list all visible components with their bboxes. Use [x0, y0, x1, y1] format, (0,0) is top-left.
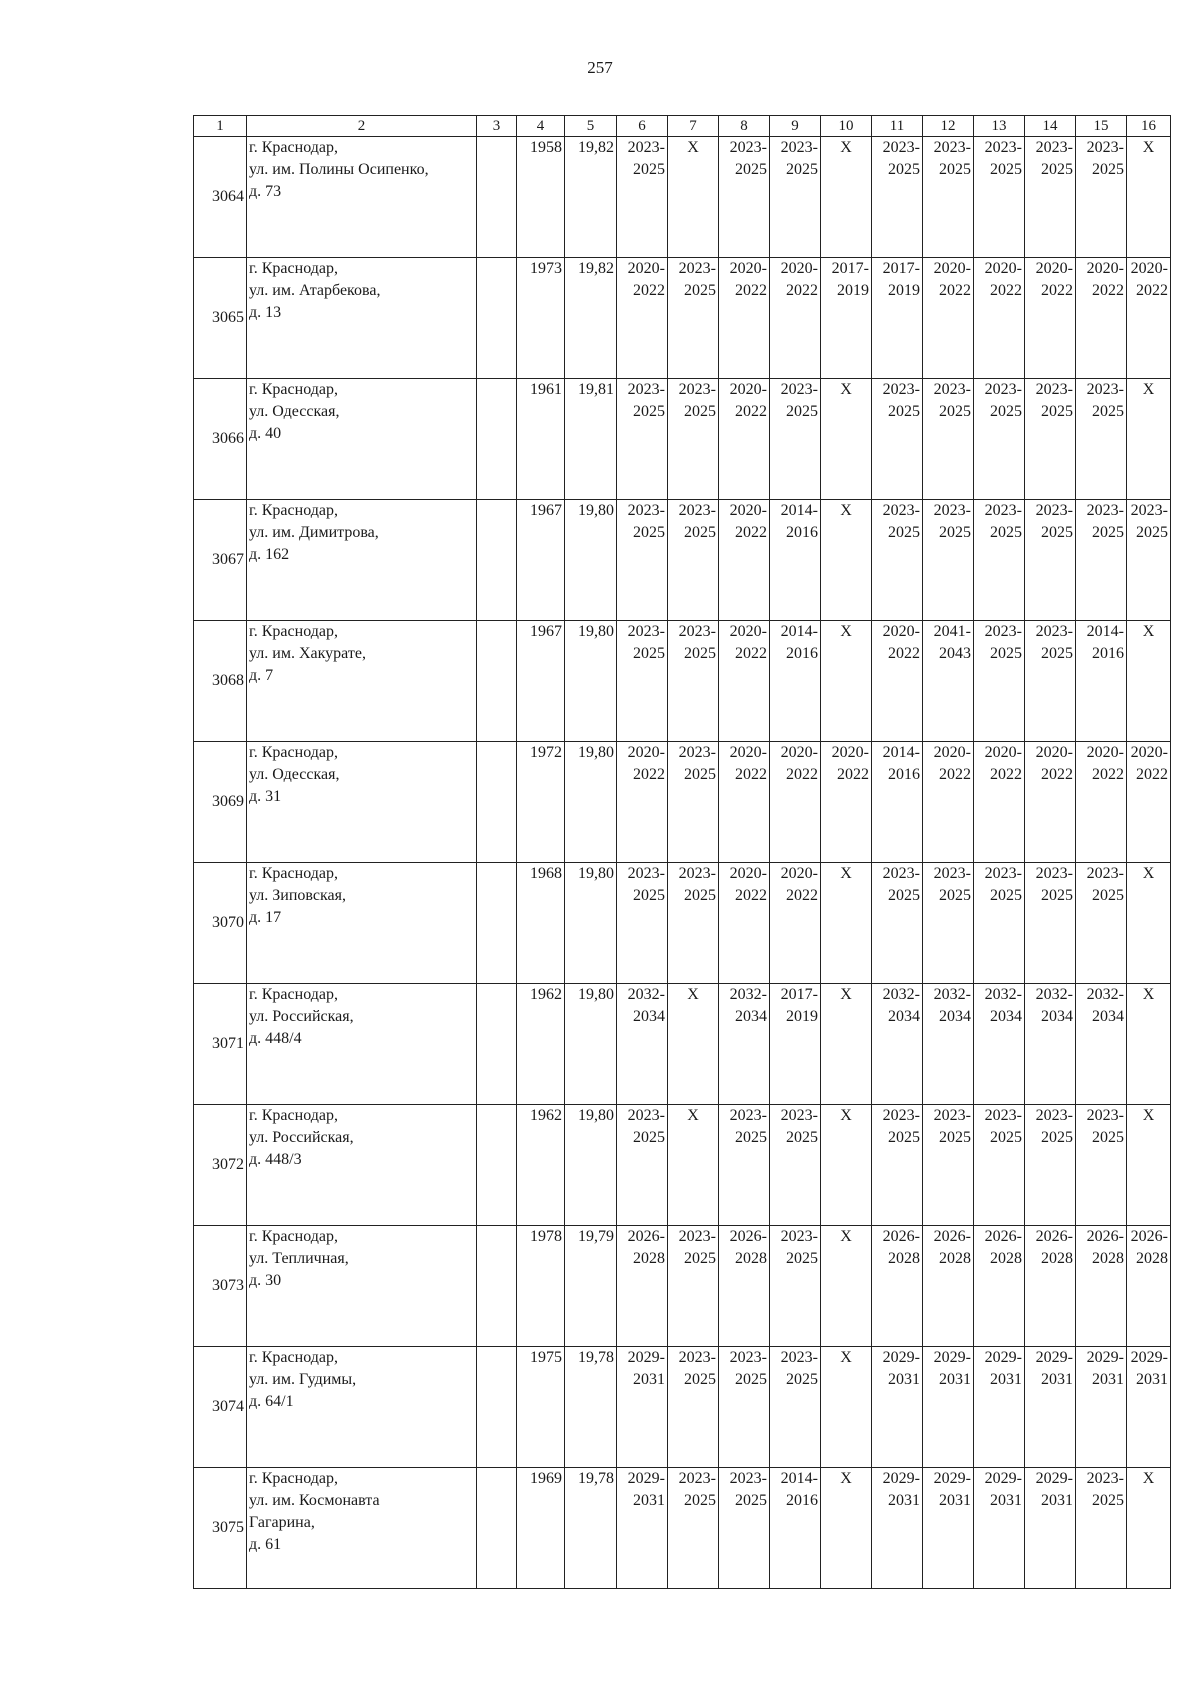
- period-cell: Х: [821, 1226, 872, 1347]
- period-cell: 2023- 2025: [974, 137, 1025, 258]
- address-cell: г. Краснодар, ул. Российская, д. 448/4: [247, 984, 477, 1105]
- period-cell: Х: [1127, 863, 1171, 984]
- period-cell: 2020- 2022: [770, 258, 821, 379]
- column-number-15: 15: [1076, 116, 1127, 137]
- address-cell: г. Краснодар, ул. Тепличная, д. 30: [247, 1226, 477, 1347]
- period-cell: 2032- 2034: [872, 984, 923, 1105]
- column-number-10: 10: [821, 116, 872, 137]
- build-year-cell: 1967: [517, 500, 565, 621]
- period-cell: 2023- 2025: [617, 621, 668, 742]
- build-year-cell: 1975: [517, 1347, 565, 1468]
- column-3-cell: [477, 258, 517, 379]
- period-cell: 2023- 2025: [1025, 1105, 1076, 1226]
- column-3-cell: [477, 1226, 517, 1347]
- build-year-cell: 1961: [517, 379, 565, 500]
- table-row: [194, 984, 1171, 1105]
- period-cell: 2014- 2016: [770, 500, 821, 621]
- period-cell: 2023- 2025: [617, 379, 668, 500]
- period-cell: 2023- 2025: [668, 258, 719, 379]
- period-cell: Х: [821, 1105, 872, 1226]
- period-cell: 2029- 2031: [872, 1347, 923, 1468]
- period-cell: 2023- 2025: [872, 379, 923, 500]
- row-number-cell: 3072: [194, 1105, 247, 1226]
- row-number-cell: 3069: [194, 742, 247, 863]
- period-cell: 2029- 2031: [923, 1468, 974, 1589]
- period-cell: 2017- 2019: [770, 984, 821, 1105]
- period-cell: 2023- 2025: [668, 742, 719, 863]
- housing-register-table: [193, 115, 1171, 1589]
- column-number-11: 11: [872, 116, 923, 137]
- period-cell: Х: [821, 379, 872, 500]
- period-cell: 2026- 2028: [1127, 1226, 1171, 1347]
- period-cell: 2023- 2025: [1025, 500, 1076, 621]
- row-number-cell: 3064: [194, 137, 247, 258]
- address-cell: г. Краснодар, ул. Зиповская, д. 17: [247, 863, 477, 984]
- period-cell: 2026- 2028: [872, 1226, 923, 1347]
- address-cell: г. Краснодар, ул. Одесская, д. 40: [247, 379, 477, 500]
- period-cell: 2023- 2025: [1076, 863, 1127, 984]
- address-cell: г. Краснодар, ул. им. Димитрова, д. 162: [247, 500, 477, 621]
- period-cell: Х: [821, 1347, 872, 1468]
- column-number-8: 8: [719, 116, 770, 137]
- table-row: [194, 500, 1171, 621]
- column-3-cell: [477, 621, 517, 742]
- period-cell: 2023- 2025: [1025, 379, 1076, 500]
- period-cell: 2023- 2025: [668, 500, 719, 621]
- row-number-cell: 3071: [194, 984, 247, 1105]
- build-year-cell: 1962: [517, 1105, 565, 1226]
- wear-cell: 19,81: [565, 379, 617, 500]
- table-row: [194, 1347, 1171, 1468]
- period-cell: 2017- 2019: [872, 258, 923, 379]
- period-cell: 2023- 2025: [617, 863, 668, 984]
- address-cell: г. Краснодар, ул. им. Гудимы, д. 64/1: [247, 1347, 477, 1468]
- period-cell: Х: [668, 137, 719, 258]
- period-cell: 2023- 2025: [770, 379, 821, 500]
- row-number-cell: 3070: [194, 863, 247, 984]
- period-cell: 2023- 2025: [770, 1105, 821, 1226]
- row-number-cell: 3065: [194, 258, 247, 379]
- table-row: [194, 1226, 1171, 1347]
- row-number-cell: 3066: [194, 379, 247, 500]
- period-cell: 2023- 2025: [617, 1105, 668, 1226]
- period-cell: 2023- 2025: [974, 1105, 1025, 1226]
- period-cell: 2023- 2025: [1076, 1468, 1127, 1589]
- period-cell: 2023- 2025: [1076, 1105, 1127, 1226]
- row-number-cell: 3073: [194, 1226, 247, 1347]
- period-cell: Х: [821, 500, 872, 621]
- period-cell: 2020- 2022: [1127, 742, 1171, 863]
- wear-cell: 19,80: [565, 500, 617, 621]
- column-number-row: [194, 116, 1171, 137]
- column-number-4: 4: [517, 116, 565, 137]
- wear-cell: 19,80: [565, 984, 617, 1105]
- period-cell: 2020- 2022: [974, 258, 1025, 379]
- period-cell: Х: [668, 984, 719, 1105]
- period-cell: 2029- 2031: [923, 1347, 974, 1468]
- period-cell: 2020- 2022: [1025, 742, 1076, 863]
- address-cell: г. Краснодар, ул. им. Хакурате, д. 7: [247, 621, 477, 742]
- period-cell: 2023- 2025: [974, 863, 1025, 984]
- period-cell: 2023- 2025: [668, 1468, 719, 1589]
- address-cell: г. Краснодар, ул. им. Космонавта Гагарина, д. 61: [247, 1468, 477, 1589]
- period-cell: 2023- 2025: [923, 1105, 974, 1226]
- period-cell: 2023- 2025: [872, 863, 923, 984]
- period-cell: 2023- 2025: [872, 137, 923, 258]
- period-cell: 2023- 2025: [1076, 379, 1127, 500]
- period-cell: 2026- 2028: [1076, 1226, 1127, 1347]
- period-cell: 2026- 2028: [974, 1226, 1025, 1347]
- page-number: 257: [587, 58, 613, 77]
- period-cell: 2023- 2025: [974, 621, 1025, 742]
- period-cell: 2023- 2025: [617, 137, 668, 258]
- period-cell: 2023- 2025: [668, 621, 719, 742]
- period-cell: 2023- 2025: [1076, 137, 1127, 258]
- period-cell: 2026- 2028: [617, 1226, 668, 1347]
- build-year-cell: 1972: [517, 742, 565, 863]
- table-row: [194, 742, 1171, 863]
- column-number-12: 12: [923, 116, 974, 137]
- period-cell: 2023- 2025: [719, 137, 770, 258]
- column-3-cell: [477, 137, 517, 258]
- column-number-13: 13: [974, 116, 1025, 137]
- table-row: [194, 379, 1171, 500]
- period-cell: 2023- 2025: [719, 1468, 770, 1589]
- column-3-cell: [477, 742, 517, 863]
- period-cell: Х: [1127, 137, 1171, 258]
- period-cell: 2029- 2031: [974, 1468, 1025, 1589]
- period-cell: 2023- 2025: [872, 1105, 923, 1226]
- build-year-cell: 1978: [517, 1226, 565, 1347]
- table-row: [194, 621, 1171, 742]
- period-cell: 2020- 2022: [617, 742, 668, 863]
- period-cell: 2032- 2034: [617, 984, 668, 1105]
- period-cell: Х: [821, 863, 872, 984]
- table-row: [194, 863, 1171, 984]
- period-cell: 2023- 2025: [923, 379, 974, 500]
- period-cell: 2020- 2022: [872, 621, 923, 742]
- address-cell: г. Краснодар, ул. Российская, д. 448/3: [247, 1105, 477, 1226]
- period-cell: 2023- 2025: [1127, 500, 1171, 621]
- period-cell: 2020- 2022: [719, 863, 770, 984]
- wear-cell: 19,79: [565, 1226, 617, 1347]
- period-cell: 2017- 2019: [821, 258, 872, 379]
- period-cell: 2023- 2025: [923, 137, 974, 258]
- period-cell: 2014- 2016: [770, 1468, 821, 1589]
- period-cell: 2023- 2025: [719, 1347, 770, 1468]
- period-cell: 2020- 2022: [1127, 258, 1171, 379]
- period-cell: Х: [1127, 984, 1171, 1105]
- build-year-cell: 1968: [517, 863, 565, 984]
- period-cell: 2023- 2025: [1025, 137, 1076, 258]
- period-cell: 2029- 2031: [617, 1468, 668, 1589]
- wear-cell: 19,80: [565, 621, 617, 742]
- period-cell: 2023- 2025: [872, 500, 923, 621]
- period-cell: 2023- 2025: [923, 500, 974, 621]
- period-cell: 2029- 2031: [974, 1347, 1025, 1468]
- column-3-cell: [477, 379, 517, 500]
- period-cell: 2023- 2025: [1076, 500, 1127, 621]
- period-cell: 2020- 2022: [1076, 258, 1127, 379]
- period-cell: Х: [1127, 621, 1171, 742]
- column-3-cell: [477, 1105, 517, 1226]
- period-cell: 2023- 2025: [668, 379, 719, 500]
- period-cell: 2032- 2034: [1076, 984, 1127, 1105]
- table-row: [194, 137, 1171, 258]
- period-cell: 2032- 2034: [923, 984, 974, 1105]
- period-cell: 2020- 2022: [1025, 258, 1076, 379]
- period-cell: 2023- 2025: [668, 863, 719, 984]
- period-cell: Х: [1127, 1105, 1171, 1226]
- column-3-cell: [477, 863, 517, 984]
- period-cell: 2020- 2022: [719, 621, 770, 742]
- build-year-cell: 1973: [517, 258, 565, 379]
- table-row: [194, 1105, 1171, 1226]
- period-cell: 2020- 2022: [770, 742, 821, 863]
- wear-cell: 19,78: [565, 1468, 617, 1589]
- column-number-9: 9: [770, 116, 821, 137]
- period-cell: 2020- 2022: [719, 500, 770, 621]
- period-cell: 2023- 2025: [770, 1347, 821, 1468]
- period-cell: Х: [668, 1105, 719, 1226]
- period-cell: 2026- 2028: [923, 1226, 974, 1347]
- period-cell: 2014- 2016: [770, 621, 821, 742]
- period-cell: 2020- 2022: [770, 863, 821, 984]
- period-cell: 2023- 2025: [668, 1226, 719, 1347]
- address-cell: г. Краснодар, ул. им. Полины Осипенко, д. 73: [247, 137, 477, 258]
- build-year-cell: 1969: [517, 1468, 565, 1589]
- column-3-cell: [477, 1347, 517, 1468]
- column-number-7: 7: [668, 116, 719, 137]
- period-cell: 2032- 2034: [719, 984, 770, 1105]
- build-year-cell: 1962: [517, 984, 565, 1105]
- row-number-cell: 3068: [194, 621, 247, 742]
- build-year-cell: 1967: [517, 621, 565, 742]
- period-cell: 2023- 2025: [668, 1347, 719, 1468]
- period-cell: 2020- 2022: [1076, 742, 1127, 863]
- period-cell: 2023- 2025: [1025, 621, 1076, 742]
- period-cell: 2026- 2028: [1025, 1226, 1076, 1347]
- period-cell: Х: [1127, 1468, 1171, 1589]
- column-3-cell: [477, 500, 517, 621]
- period-cell: 2014- 2016: [1076, 621, 1127, 742]
- period-cell: 2023- 2025: [974, 379, 1025, 500]
- period-cell: 2029- 2031: [1076, 1347, 1127, 1468]
- period-cell: 2032- 2034: [974, 984, 1025, 1105]
- period-cell: 2029- 2031: [617, 1347, 668, 1468]
- period-cell: Х: [821, 137, 872, 258]
- period-cell: 2020- 2022: [617, 258, 668, 379]
- period-cell: 2020- 2022: [923, 742, 974, 863]
- period-cell: 2029- 2031: [1127, 1347, 1171, 1468]
- address-cell: г. Краснодар, ул. Одесская, д. 31: [247, 742, 477, 863]
- period-cell: 2020- 2022: [821, 742, 872, 863]
- period-cell: 2020- 2022: [974, 742, 1025, 863]
- period-cell: 2023- 2025: [923, 863, 974, 984]
- period-cell: 2029- 2031: [872, 1468, 923, 1589]
- period-cell: 2029- 2031: [1025, 1347, 1076, 1468]
- table-row: [194, 1468, 1171, 1589]
- period-cell: 2023- 2025: [617, 500, 668, 621]
- period-cell: 2020- 2022: [719, 258, 770, 379]
- period-cell: 2014- 2016: [872, 742, 923, 863]
- table-row: [194, 258, 1171, 379]
- wear-cell: 19,80: [565, 1105, 617, 1226]
- column-number-3: 3: [477, 116, 517, 137]
- wear-cell: 19,80: [565, 742, 617, 863]
- period-cell: 2023- 2025: [770, 137, 821, 258]
- period-cell: 2020- 2022: [719, 742, 770, 863]
- wear-cell: 19,78: [565, 1347, 617, 1468]
- build-year-cell: 1958: [517, 137, 565, 258]
- column-number-16: 16: [1127, 116, 1171, 137]
- column-number-1: 1: [194, 116, 247, 137]
- column-number-14: 14: [1025, 116, 1076, 137]
- period-cell: Х: [821, 1468, 872, 1589]
- period-cell: 2023- 2025: [1025, 863, 1076, 984]
- wear-cell: 19,80: [565, 863, 617, 984]
- column-3-cell: [477, 1468, 517, 1589]
- address-cell: г. Краснодар, ул. им. Атарбекова, д. 13: [247, 258, 477, 379]
- period-cell: Х: [821, 621, 872, 742]
- column-number-5: 5: [565, 116, 617, 137]
- period-cell: 2020- 2022: [923, 258, 974, 379]
- period-cell: 2041- 2043: [923, 621, 974, 742]
- column-number-6: 6: [617, 116, 668, 137]
- row-number-cell: 3074: [194, 1347, 247, 1468]
- wear-cell: 19,82: [565, 258, 617, 379]
- period-cell: 2023- 2025: [719, 1105, 770, 1226]
- period-cell: Х: [821, 984, 872, 1105]
- row-number-cell: 3075: [194, 1468, 247, 1589]
- wear-cell: 19,82: [565, 137, 617, 258]
- row-number-cell: 3067: [194, 500, 247, 621]
- period-cell: Х: [1127, 379, 1171, 500]
- period-cell: 2029- 2031: [1025, 1468, 1076, 1589]
- period-cell: 2032- 2034: [1025, 984, 1076, 1105]
- period-cell: 2020- 2022: [719, 379, 770, 500]
- period-cell: 2023- 2025: [974, 500, 1025, 621]
- period-cell: 2026- 2028: [719, 1226, 770, 1347]
- period-cell: 2023- 2025: [770, 1226, 821, 1347]
- column-number-2: 2: [247, 116, 477, 137]
- column-3-cell: [477, 984, 517, 1105]
